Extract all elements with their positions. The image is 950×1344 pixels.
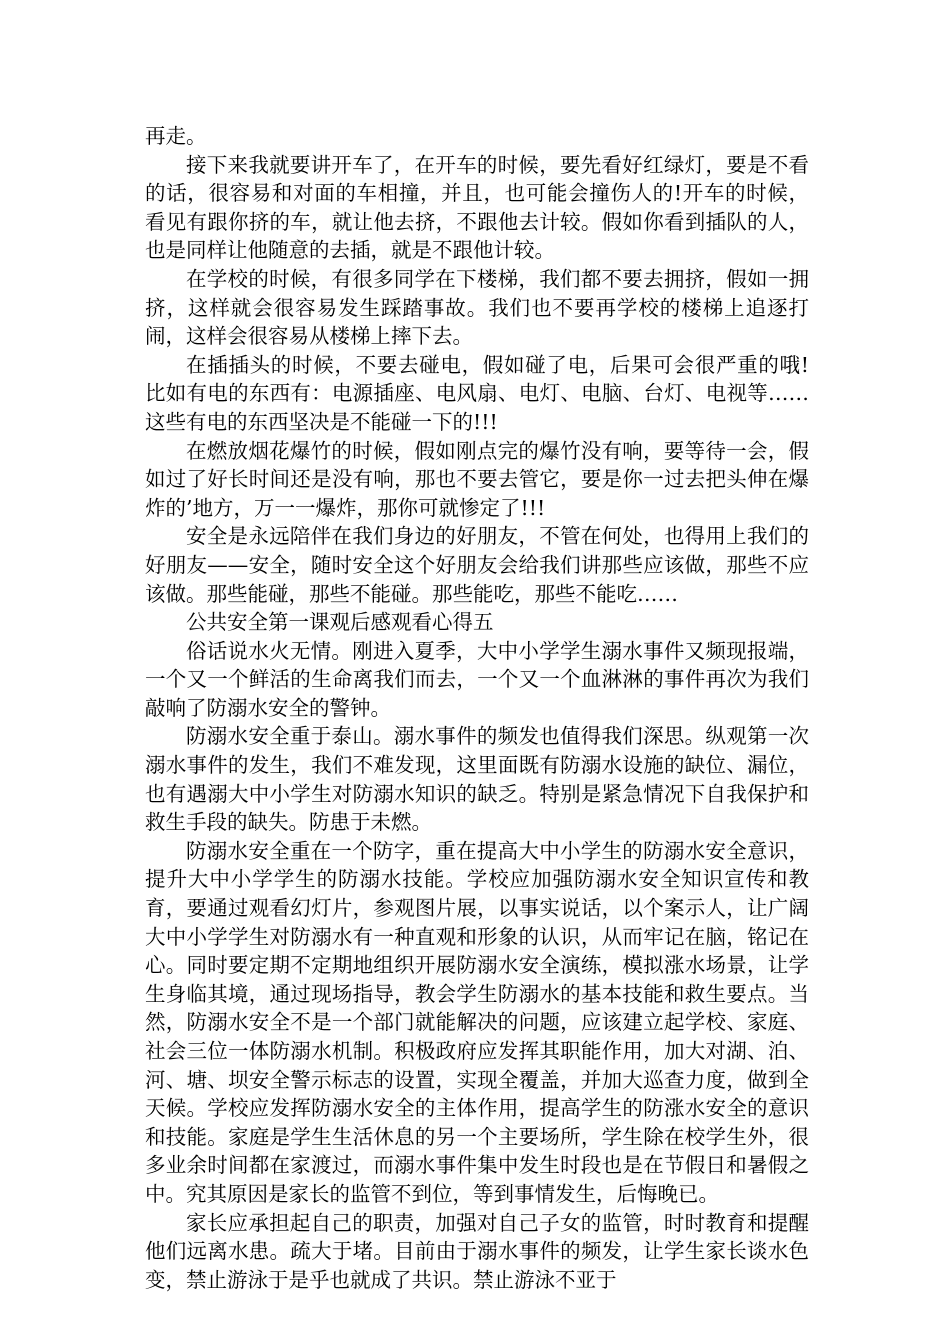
paragraph: 在学校的时候，有很多同学在下楼梯，我们都不要去拥挤，假如一拥挤，这样就会很容易发生踩踏事故。我们也不要再学校的楼梯上追逐打闹，这样会很容易从楼梯上摔下去。	[145, 266, 809, 349]
paragraph: 防溺水安全重于泰山。溺水事件的频发也值得我们深思。纵观第一次溺水事件的发生，我们不难发现，这里面既有防溺水设施的缺位、漏位，也有遇溺大中小学生对防溺水知识的缺乏。特别是紧急情况下自我保护和救生手段的缺失。防患于未燃。	[145, 724, 809, 835]
paragraph: 接下来我就要讲开车了，在开车的时候，要先看好红绿灯，要是不看的话，很容易和对面的车相撞，并且，也可能会撞伤人的!开车的时候，看见有跟你挤的车，就让他去挤，不跟他去计较。假如你看到插队的人，也是同样让他随意的去插，就是不跟他计较。	[145, 152, 809, 263]
paragraph: 在燃放烟花爆竹的时候，假如刚点完的爆竹没有响，要等待一会，假如过了好长时间还是没有响，那也不要去管它，要是你一过去把头伸在爆炸的’地方，万一一爆炸，那你可就惨定了!!!	[145, 438, 809, 520]
paragraph: 俗话说水火无情。刚进入夏季，大中小学学生溺水事件又频现报端，一个又一个鲜活的生命离我们而去，一个又一个血淋淋的事件再次为我们敲响了防溺水安全的警钟。	[145, 638, 809, 720]
paragraph: 在插插头的时候，不要去碰电，假如碰了电，后果可会很严重的哦!比如有电的东西有：电源插座、电风扇、电灯、电脑、台灯、电视等……这些有电的东西坚决是不能碰一下的!!!	[145, 352, 809, 434]
paragraph: 家长应承担起自己的职责，加强对自己子女的监管，时时教育和提醒他们远离水患。疏大于堵。目前由于溺水事件的频发，让学生家长谈水色变，禁止游泳于是乎也就成了共识。禁止游泳不亚于	[145, 1210, 809, 1292]
paragraph: 防溺水安全重在一个防字，重在提高大中小学生的防溺水安全意识，提升大中小学学生的防溺水技能。学校应加强防溺水安全知识宣传和教育，要通过观看幻灯片，参观图片展，以事实说话，以个案示人，让广阔大中小学学生对防溺水有一种直观和形象的认识，从而牢记在脑，铭记在心。同时要定期不定期地组织开展防溺水安全演练，模拟涨水场景，让学生身临其境，通过现场指导，教会学生防溺水的基本技能和救生要点。当然，防溺水安全不是一个部门就能解决的问题，应该建立起学校、家庭、社会三位一体防溺水机制。积极政府应发挥其职能作用，加大对湖、泊、河、塘、坝安全警示标志的设置，实现全覆盖，并加大巡查力度，做到全天候。学校应发挥防溺水安全的主体作用，提高学生的防涨水安全的意识和技能。家庭是学生生活休息的另一个主要场所，学生除在校学生外，很多业余时间都在家渡过，而溺水事件集中发生时段也是在节假日和暑假之中。究其原因是家长的监管不到位，等到事情发生，后悔晚已。	[145, 838, 809, 1206]
section-heading: 公共安全第一课观后感观看心得五	[186, 610, 494, 635]
paragraph: 再走。	[145, 124, 207, 148]
paragraph: 安全是永远陪伴在我们身边的好朋友，不管在何处，也得用上我们的好朋友——安全，随时安全这个好朋友会给我们讲那些应该做，那些不应该做。那些能碰，那些不能碰。那些能吃，那些不能吃……	[145, 524, 809, 606]
document-page	[145, 122, 809, 1294]
